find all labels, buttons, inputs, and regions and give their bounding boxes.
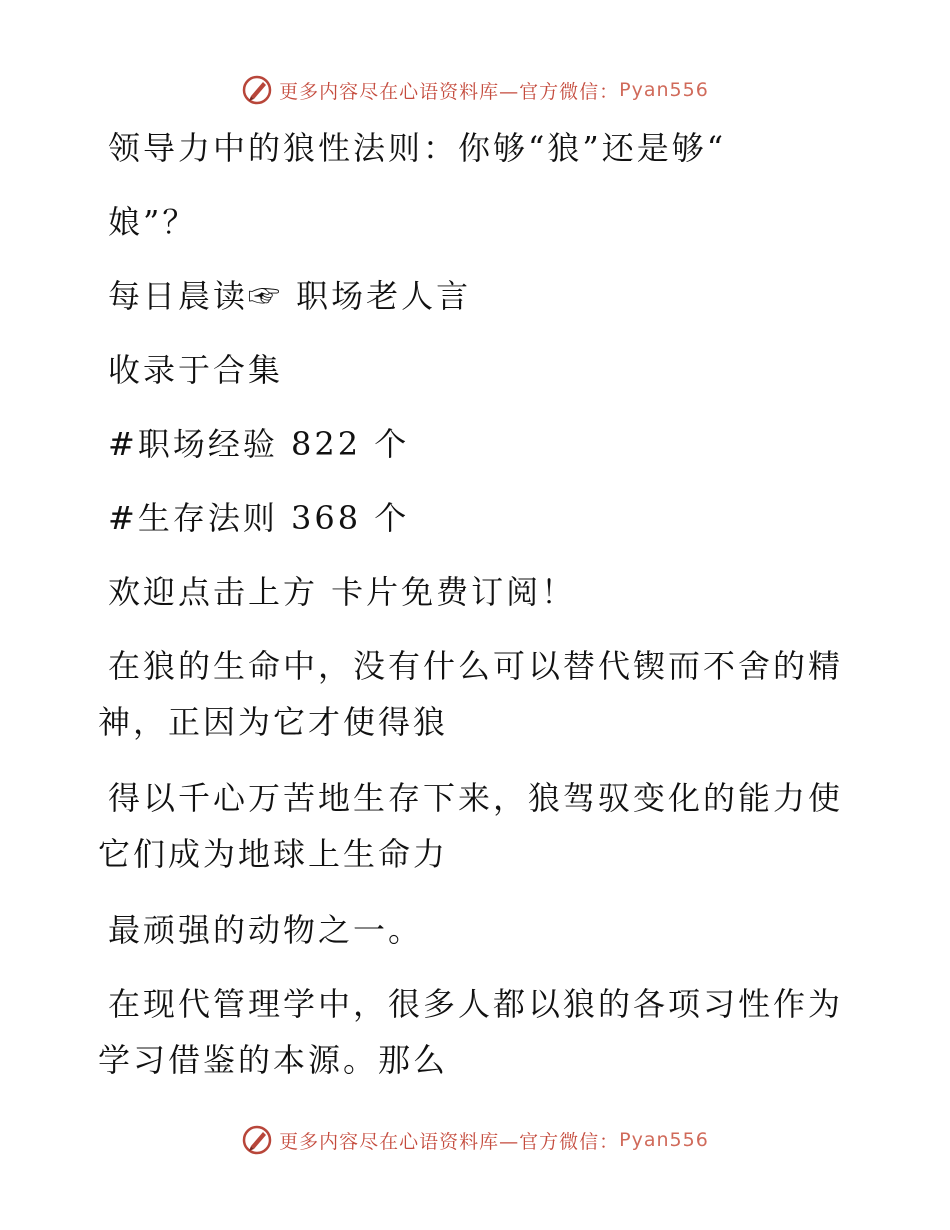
banner-text: 更多内容尽在心语资料库—官方微信： xyxy=(279,1130,620,1153)
pen-logo-icon xyxy=(241,1124,273,1156)
paragraph-line: 在现代管理学中，很多人都以狼的各项习性作为 xyxy=(108,985,844,1023)
paragraph-line: 在狼的生命中，没有什么可以替代锲而不舍的精 xyxy=(108,647,844,685)
banner-wechat-id: Pyan556 xyxy=(619,79,709,101)
paragraph-line: 学习借鉴的本源。那么 xyxy=(98,1041,449,1079)
footer-banner xyxy=(0,1122,950,1158)
paragraph-line: 神，正因为它才使得狼 xyxy=(98,703,449,741)
tag-workplace-experience: #职场经验 822 个 xyxy=(108,425,410,463)
paragraph-line: 最顽强的动物之一。 xyxy=(108,911,424,949)
banner-text: 更多内容尽在心语资料库—官方微信： xyxy=(279,80,620,103)
banner-wechat-id: Pyan556 xyxy=(619,1129,709,1151)
paragraph-line: 得以千心万苦地生存下来，狼驾驭变化的能力使 xyxy=(108,779,844,817)
paragraph-line: 它们成为地球上生命力 xyxy=(98,835,449,873)
pen-logo-icon xyxy=(241,74,273,106)
collection-line: 收录于合集 xyxy=(108,351,284,389)
header-banner xyxy=(0,72,950,108)
title-line-1: 领导力中的狼性法则：你够“狼”还是够“ xyxy=(108,129,727,167)
morning-read-line: 每日晨读☞ 职场老人言 xyxy=(108,277,472,315)
tag-survival-rules: #生存法则 368 个 xyxy=(108,499,410,537)
title-line-2: 娘”？ xyxy=(108,203,198,241)
subscribe-line: 欢迎点击上方 卡片免费订阅！ xyxy=(108,573,577,611)
